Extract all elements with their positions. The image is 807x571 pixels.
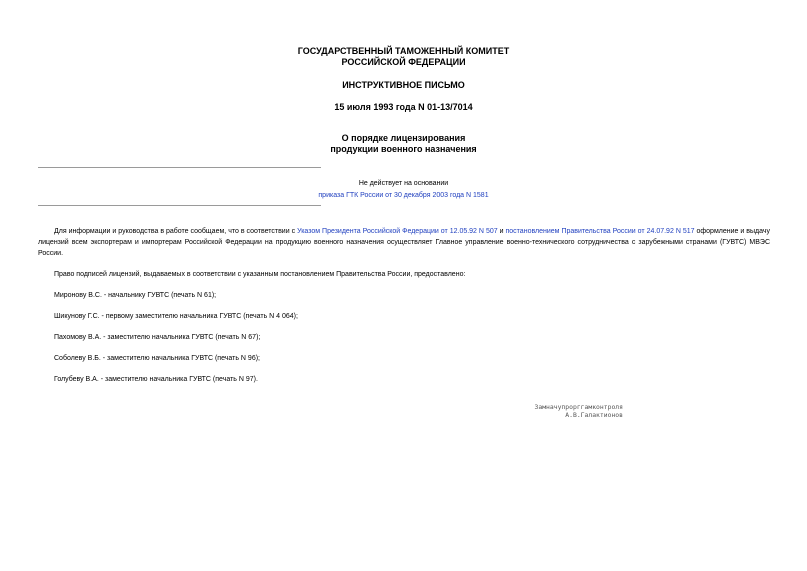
status-link-row [0, 190, 807, 202]
issuer-line-2: РОССИЙСКОЙ ФЕДЕРАЦИИ [341, 57, 466, 67]
status-note: Не действует на основании [358, 180, 449, 187]
signatory-item: Голубеву В.А. - заместителю начальника ГУВТС (печать N 97). [54, 376, 258, 383]
document-type: ИНСТРУКТИВНОЕ ПИСЬМО [342, 80, 465, 90]
signatory-name: А.В.Галактионов [565, 411, 623, 419]
signature-block [535, 403, 624, 419]
signatory-item: Пахомову В.А. - заместителю начальника ГУВТС (печать N 67); [54, 334, 261, 341]
document-date-number: 15 июля 1993 года N 01-13/7014 [334, 102, 473, 112]
presidential-decree-link[interactable]: Указом Президента Российской Федерации от 12.05.92 N 507 [297, 228, 498, 235]
signatories-intro: Право подписей лицензий, выдаваемых в соответствии с указанным постановлением Правительства России, предоставлено: [54, 271, 466, 278]
main-text-part-3: оформление и выдачу лицензий всем экспортерам и импортерам Российской Федерации на продукцию военного назначения осуществляет Главное управление военно-технического сотрудничества с зарубежными странами (ГУВТС) МВЭС России. [38, 228, 770, 257]
main-text-part-1: Для информации и руководства в работе сообщаем, что в соответствии с [54, 228, 298, 235]
document-subject [0, 133, 807, 155]
signatory-item: Миронову В.С. - начальнику ГУВТС (печать N 61); [54, 292, 217, 299]
government-resolution-link[interactable]: постановлением Правительства России от 24.07.92 N 517 [505, 228, 695, 235]
repeal-order-link[interactable]: приказа ГТК России от 30 декабря 2003 года N 1581 [318, 192, 489, 199]
signatory-item: Соболеву В.Б. - заместителю начальника ГУВТС (печать N 96); [54, 355, 260, 362]
subject-line-2: продукции военного назначения [330, 144, 477, 154]
subject-line-1: О порядке лицензирования [341, 133, 466, 143]
issuer-line-1: ГОСУДАРСТВЕННЫЙ ТАМОЖЕННЫЙ КОМИТЕТ [297, 46, 510, 56]
issuer-header [0, 46, 807, 68]
divider-bottom [38, 205, 321, 206]
main-text-part-2: и [497, 228, 506, 235]
main-paragraph [38, 226, 770, 259]
signatory-item: Шикунову Г.С. - первому заместителю начальника ГУВТС (печать N 4 064); [54, 313, 298, 320]
signatory-title: Замначупрорггамконтроля [534, 403, 623, 411]
divider-top [38, 167, 321, 168]
